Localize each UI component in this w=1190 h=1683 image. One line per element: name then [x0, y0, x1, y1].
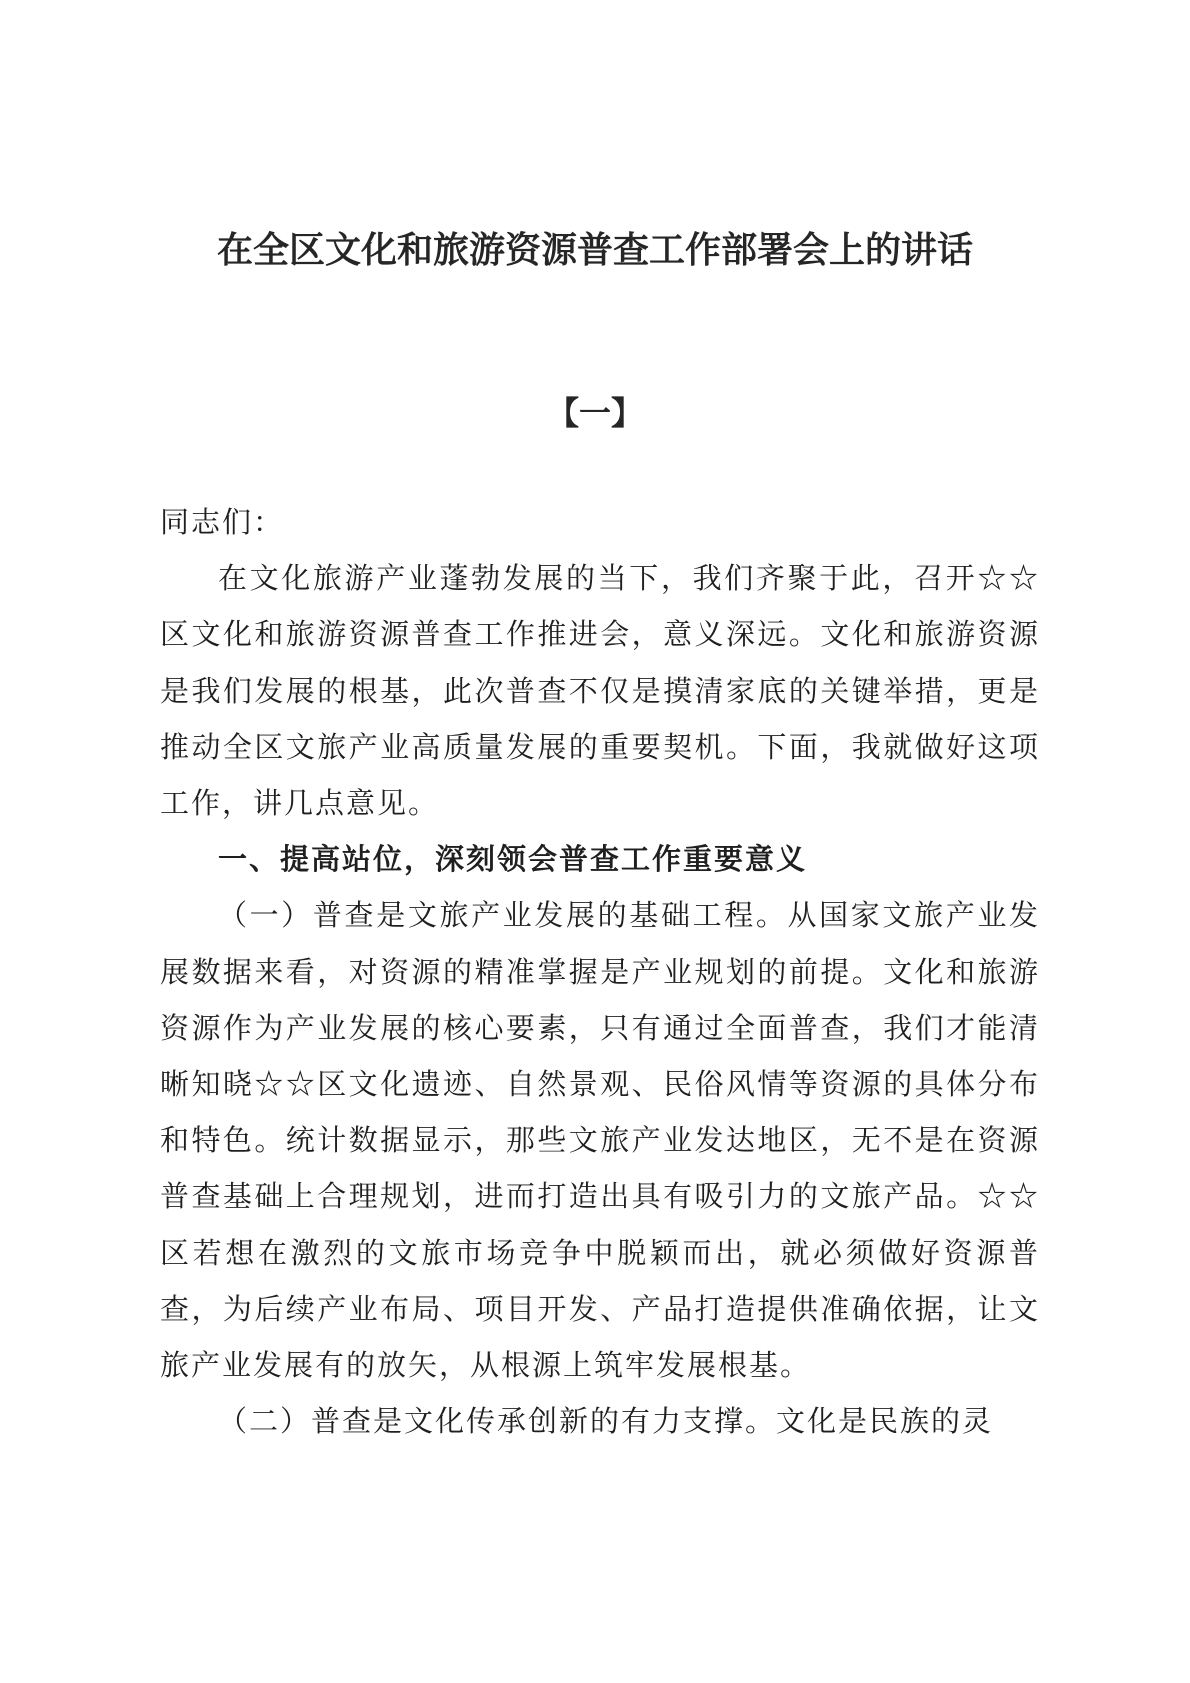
paragraph-intro: 在文化旅游产业蓬勃发展的当下，我们齐聚于此，召开☆☆区文化和旅游资源普查工作推进会，意义深远。文化和旅游资源是我们发展的根基，此次普查不仅是摸清家底的关键举措，更是推动全区文旅产业高质量发展的重要契机。下面，我就做好这项工作，讲几点意见。	[160, 561, 1040, 821]
section-heading-1: 一、提高站位，深刻领会普查工作重要意义	[218, 842, 808, 877]
section-mark: 【一】	[546, 394, 643, 432]
document-body	[160, 494, 1040, 1449]
document-title: 在全区文化和旅游资源普查工作部署会上的讲话	[216, 230, 973, 271]
salutation: 同志们：	[160, 505, 285, 539]
paragraph-point-2: （二）普查是文化传承创新的有力支撑。文化是民族的灵	[218, 1404, 994, 1439]
paragraph-point-1: （一）普查是文旅产业发展的基础工程。从国家文旅产业发展数据来看，对资源的精准掌握是产业规划的前提。文化和旅游资源作为产业发展的核心要素，只有通过全面普查，我们才能清晰知晓☆☆区文化遗迹、自然景观、民俗风情等资源的具体分布和特色。统计数据显示，那些文旅产业发达地区，无不是在资源普查基础上合理规划，进而打造出具有吸引力的文旅产品。☆☆区若想在激烈的文旅市场竞争中脱颖而出，就必须做好资源普查，为后续产业布局、项目开发、产品打造提供准确依据，让文旅产业发展有的放矢，从根源上筑牢发展根基。	[160, 898, 1040, 1383]
